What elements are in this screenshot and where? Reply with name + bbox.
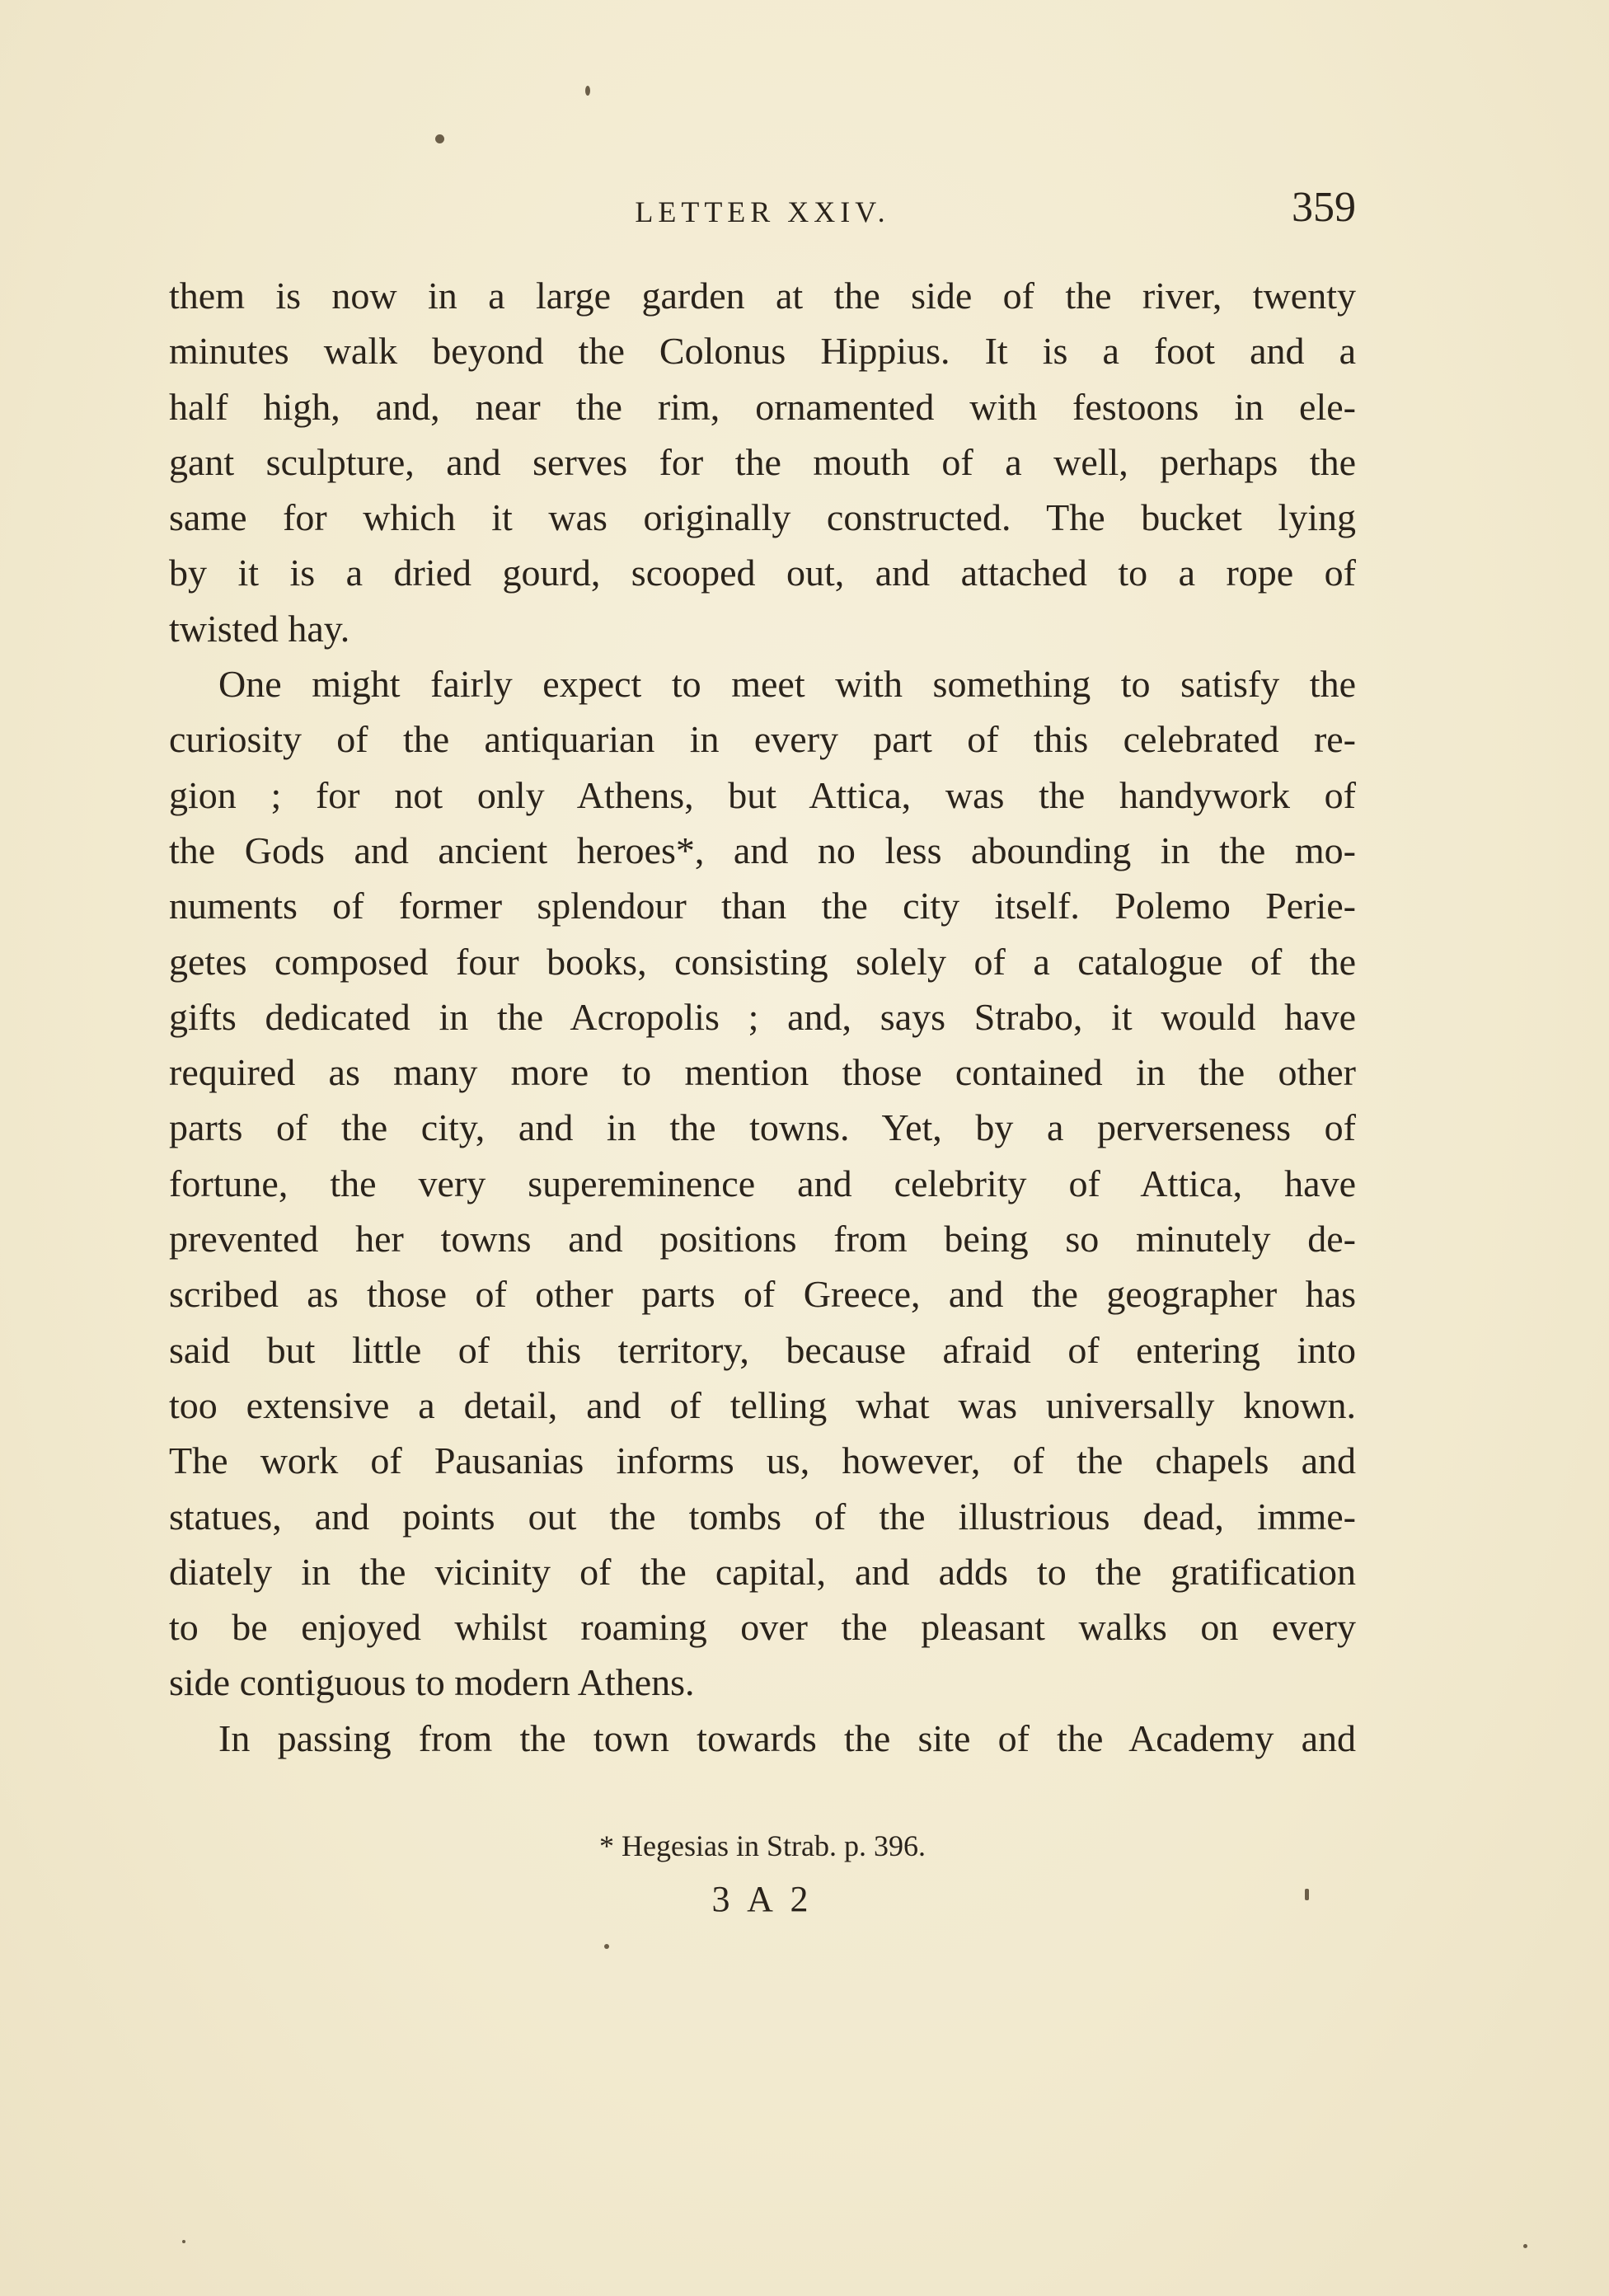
text-line: gion ; for not only Athens, but Attica, was the handywork of <box>169 773 1356 816</box>
text-line: curiosity of the antiquarian in every part of this celebrated re- <box>169 718 1356 761</box>
printer-signature-mark: 3 A 2 <box>711 1879 814 1919</box>
text-line: scribed as those of other parts of Greece, and the geographer has <box>169 1273 1356 1316</box>
text-line: gant sculpture, and serves for the mouth of a well, perhaps the <box>169 440 1356 483</box>
footnote: * Hegesias in Strab. p. 396. <box>599 1829 926 1862</box>
paper-speck <box>585 86 590 96</box>
paper-speck <box>1523 2244 1527 2248</box>
text-line: said but little of this territory, because afraid of entering into <box>169 1328 1356 1371</box>
text-line: side contiguous to modern Athens. <box>169 1661 695 1704</box>
running-title: LETTER XXIV. <box>635 195 890 228</box>
text-line: to be enjoyed whilst roaming over the pleasant walks on every <box>169 1606 1356 1649</box>
body-text <box>169 268 1356 1766</box>
paper-speck <box>182 2240 185 2243</box>
text-line: prevented her towns and positions from being so minutely de- <box>169 1218 1356 1261</box>
text-line: getes composed four books, consisting solely of a catalogue of the <box>169 940 1356 983</box>
text-line: half high, and, near the rim, ornamented with festoons in ele- <box>169 385 1356 428</box>
text-line: The work of Pausanias informs us, however, of the chapels and <box>169 1439 1356 1482</box>
text-line: fortune, the very supereminence and celebrity of Attica, have <box>169 1162 1356 1204</box>
paper-speck <box>1305 1889 1309 1900</box>
text-line: twisted hay. <box>169 607 350 650</box>
text-line: by it is a dried gourd, scooped out, and attached to a rope of <box>169 552 1356 594</box>
text-line: them is now in a large garden at the side of the river, twenty <box>169 275 1356 317</box>
page-number: 359 <box>1292 184 1356 231</box>
text-line: In passing from the town towards the site of the Academy and <box>218 1716 1356 1759</box>
text-line: diately in the vicinity of the capital, and adds to the gratification <box>169 1550 1356 1593</box>
text-line: minutes walk beyond the Colonus Hippius. It is a foot and a <box>169 330 1356 373</box>
text-line: parts of the city, and in the towns. Yet, by a perverseness of <box>169 1106 1356 1149</box>
text-line: same for which it was originally constructed. The bucket lying <box>169 496 1356 539</box>
text-line: required as many more to mention those contained in the other <box>169 1051 1356 1094</box>
text-line: the Gods and ancient heroes*, and no less abounding in the mo- <box>169 829 1356 871</box>
text-line: numents of former splendour than the city itself. Polemo Perie- <box>169 885 1356 927</box>
text-line: too extensive a detail, and of telling what was universally known. <box>169 1383 1356 1426</box>
running-head <box>169 183 1356 249</box>
paper-speck <box>604 1944 609 1949</box>
text-line: One might fairly expect to meet with something to satisfy the <box>218 663 1356 706</box>
text-line: gifts dedicated in the Acropolis ; and, says Strabo, it would have <box>169 995 1356 1038</box>
paper-speck <box>435 134 444 143</box>
text-line: statues, and points out the tombs of the illustrious dead, imme- <box>169 1495 1356 1538</box>
